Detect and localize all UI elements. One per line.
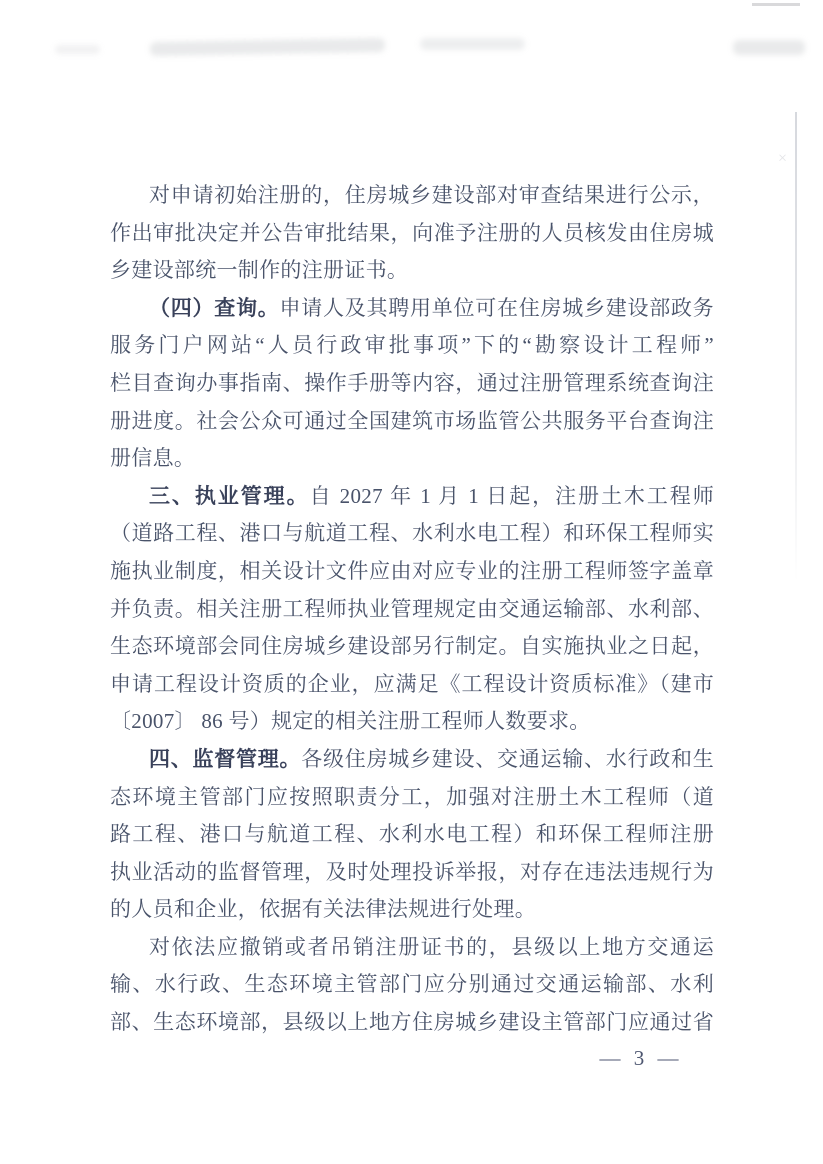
line-text: （道路工程、港口与航道工程、水利水电工程）和环保工程师实 xyxy=(110,521,714,546)
scan-artifact-smudge xyxy=(420,38,525,50)
line-text: 栏目查询办事指南、操作手册等内容，通过注册管理系统查询注 xyxy=(110,370,714,395)
text-line xyxy=(110,779,714,817)
line-text: 服务门户网站“人员行政审批事项”下的“勘察设计工程师” xyxy=(110,333,714,358)
line-text: 输、水行政、生态环境主管部门应分别通过交通运输部、水利 xyxy=(110,972,714,997)
text-line xyxy=(110,365,714,403)
text-line xyxy=(110,1004,714,1042)
text-line xyxy=(110,816,714,854)
line-text: 的人员和企业，依据有关法律法规进行处理。 xyxy=(110,897,536,922)
text-line xyxy=(110,703,714,741)
text-line xyxy=(110,403,714,441)
text-line xyxy=(110,177,714,215)
line-text: 对依法应撤销或者吊销注册证书的，县级以上地方交通运 xyxy=(149,934,714,959)
line-text: 部、生态环境部，县级以上地方住房城乡建设主管部门应通过省 xyxy=(110,1010,714,1035)
text-line xyxy=(110,591,714,629)
text-line xyxy=(110,891,714,929)
text-line xyxy=(110,966,714,1004)
text-line xyxy=(110,553,714,591)
line-text: 〔2007〕 86 号）规定的相关注册工程师人数要求。 xyxy=(110,709,591,734)
section-heading: 三、执业管理。 xyxy=(149,484,310,508)
section-heading: （四）查询。 xyxy=(149,296,280,320)
page-number: — 3 — xyxy=(599,1046,683,1070)
line-text: 路工程、港口与航道工程、水利水电工程）和环保工程师注册 xyxy=(110,822,714,847)
scan-artifact-smudge xyxy=(733,40,805,55)
line-text: 申请工程设计资质的企业，应满足《工程设计资质标准》（建市 xyxy=(110,671,714,696)
line-text: 册信息。 xyxy=(110,446,196,471)
line-text: 态环境主管部门应按照职责分工，加强对注册土木工程师（道 xyxy=(110,784,714,809)
line-text: 生态环境部会同住房城乡建设部另行制定。自实施执业之日起， xyxy=(110,634,714,659)
text-line xyxy=(110,854,714,892)
text-line xyxy=(110,290,714,328)
line-text: 并负责。相关注册工程师执业管理规定由交通运输部、水利部、 xyxy=(110,596,714,621)
document-body xyxy=(110,177,714,1042)
line-text: 执业活动的监督管理，及时处理投诉举报，对存在违法违规行为 xyxy=(110,859,714,884)
text-line xyxy=(110,666,714,704)
scan-artifact-smudge xyxy=(150,38,385,56)
line-text: 作出审批决定并公告审批结果，向准予注册的人员核发由住房城 xyxy=(110,220,714,245)
line-text: 自 2027 年 1 月 1 日起，注册土木工程师 xyxy=(309,483,715,508)
line-text: 对申请初始注册的，住房城乡建设部对审查结果进行公示， xyxy=(149,183,714,207)
line-text: 申请人及其聘用单位可在住房城乡建设部政务 xyxy=(279,295,714,320)
text-line xyxy=(110,478,714,516)
scan-artifact-edge-line xyxy=(752,3,800,6)
text-line xyxy=(110,929,714,967)
text-line xyxy=(110,628,714,666)
text-line xyxy=(110,741,714,779)
scan-artifact-fold-line xyxy=(795,112,797,582)
text-line xyxy=(110,515,714,553)
text-line xyxy=(110,327,714,365)
text-line xyxy=(110,440,714,478)
line-text: 施执业制度，相关设计文件应由对应专业的注册工程师签字盖章 xyxy=(110,558,714,583)
line-text: 册进度。社会公众可通过全国建筑市场监管公共服务平台查询注 xyxy=(110,408,714,433)
scan-artifact-mark: × xyxy=(778,150,788,167)
line-text: 各级住房城乡建设、交通运输、水行政和生 xyxy=(301,746,714,771)
section-heading: 四、监督管理。 xyxy=(149,747,302,771)
scan-artifact-smudge xyxy=(55,45,100,54)
text-line xyxy=(110,252,714,290)
line-text: 乡建设部统一制作的注册证书。 xyxy=(110,258,409,283)
text-line xyxy=(110,215,714,253)
